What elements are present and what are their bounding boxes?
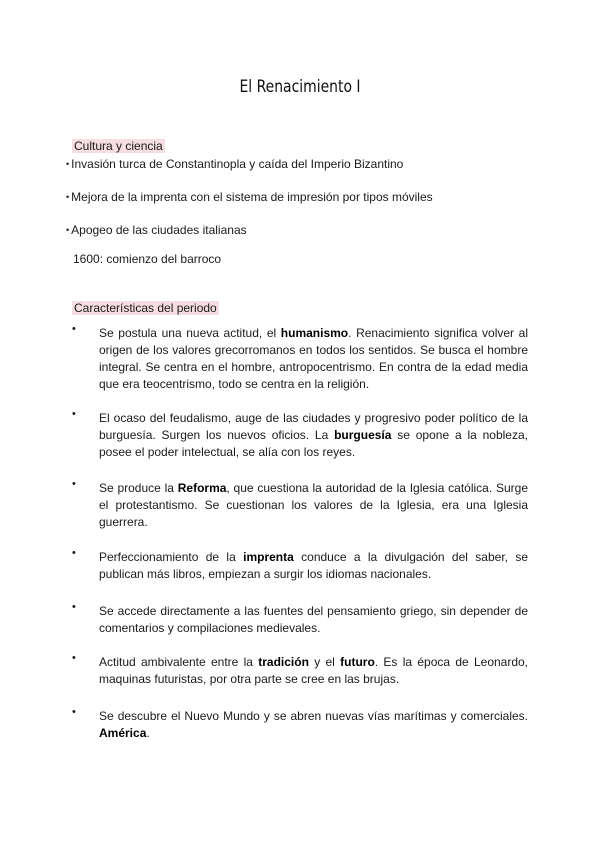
list-item-text: Actitud ambivalente entre la tradición y el futuro. Es la época de Leonardo, maquinas futuristas, por otra parte se cree en las brujas. [99,655,529,686]
list-item [72,549,528,583]
bold-term: tradición [258,655,309,669]
bold-term: imprenta [243,550,294,564]
list-item [66,223,247,237]
list-item-text: Invasión turca de Constantinopla y caída del Imperio Bizantino [71,157,404,171]
bullet-icon: • [72,408,76,420]
bullet-icon: • [72,478,76,490]
section-heading-cultura: Cultura y ciencia [74,139,163,153]
bold-term: humanismo [280,326,349,340]
page-title: El Renacimiento I [239,77,361,97]
list-item-text: Mejora de la imprenta con el sistema de impresión por tipos móviles [71,190,433,204]
bullet-icon: • [66,192,70,202]
bullet-icon: • [72,706,76,718]
list-item-text: Se accede directamente a las fuentes del pensamiento griego, sin depender de comentarios y compilaciones medievales. [99,604,528,635]
bullet-icon: • [66,159,70,169]
list-item [72,325,528,393]
list-item-text: Perfeccionamiento de la imprenta conduce a la divulgación del saber, se publican más libros, empiezan a surgir los idiomas nacionales. [99,550,529,581]
list-item-text: Se postula una nueva actitud, el humanismo. Renacimiento significa volver al origen de los valores grecorromanos en todos los sentidos. Se busca el hombre integral. Se centra en el hombre, antropocentrismo. En contra de la edad media que era teocentrismo, todo se centra en la religión. [99,326,528,391]
bullet-icon: • [66,225,70,235]
bullet-icon: • [72,547,76,559]
bold-term: América [99,726,147,740]
bold-term: burguesía [334,428,392,442]
list-item-text: El ocaso del feudalismo, auge de las ciudades y progresivo poder político de la burguesía. Surgen los nuevos oficios. La burguesía se opone a la nobleza, posee el poder intelectual, se alía con los reyes. [99,411,528,459]
list-item [72,410,528,461]
list-item [72,603,528,637]
bullet-icon: • [72,323,76,335]
list-item-text: Se produce la Reforma, que cuestiona la autoridad de la Iglesia católica. Surge el protestantismo. Se cuestionan los valores de la Iglesia, era una Iglesia guerrera. [99,481,528,529]
section-heading-caracteristicas: Características del periodo [74,301,217,315]
list-item [72,480,528,531]
bold-term: Reforma [177,481,227,495]
list-item-text: Se descubre el Nuevo Mundo y se abren nuevas vías marítimas y comerciales. América. [99,709,528,740]
note-text: 1600: comienzo del barroco [73,252,222,266]
list-item [72,708,528,742]
list-item [66,157,403,171]
list-item-text: Apogeo de las ciudades italianas [71,223,247,237]
list-item [66,190,433,204]
bullet-icon: • [72,652,76,664]
bullet-icon: • [72,601,76,613]
bold-term: futuro [340,655,375,669]
list-item [72,654,528,688]
